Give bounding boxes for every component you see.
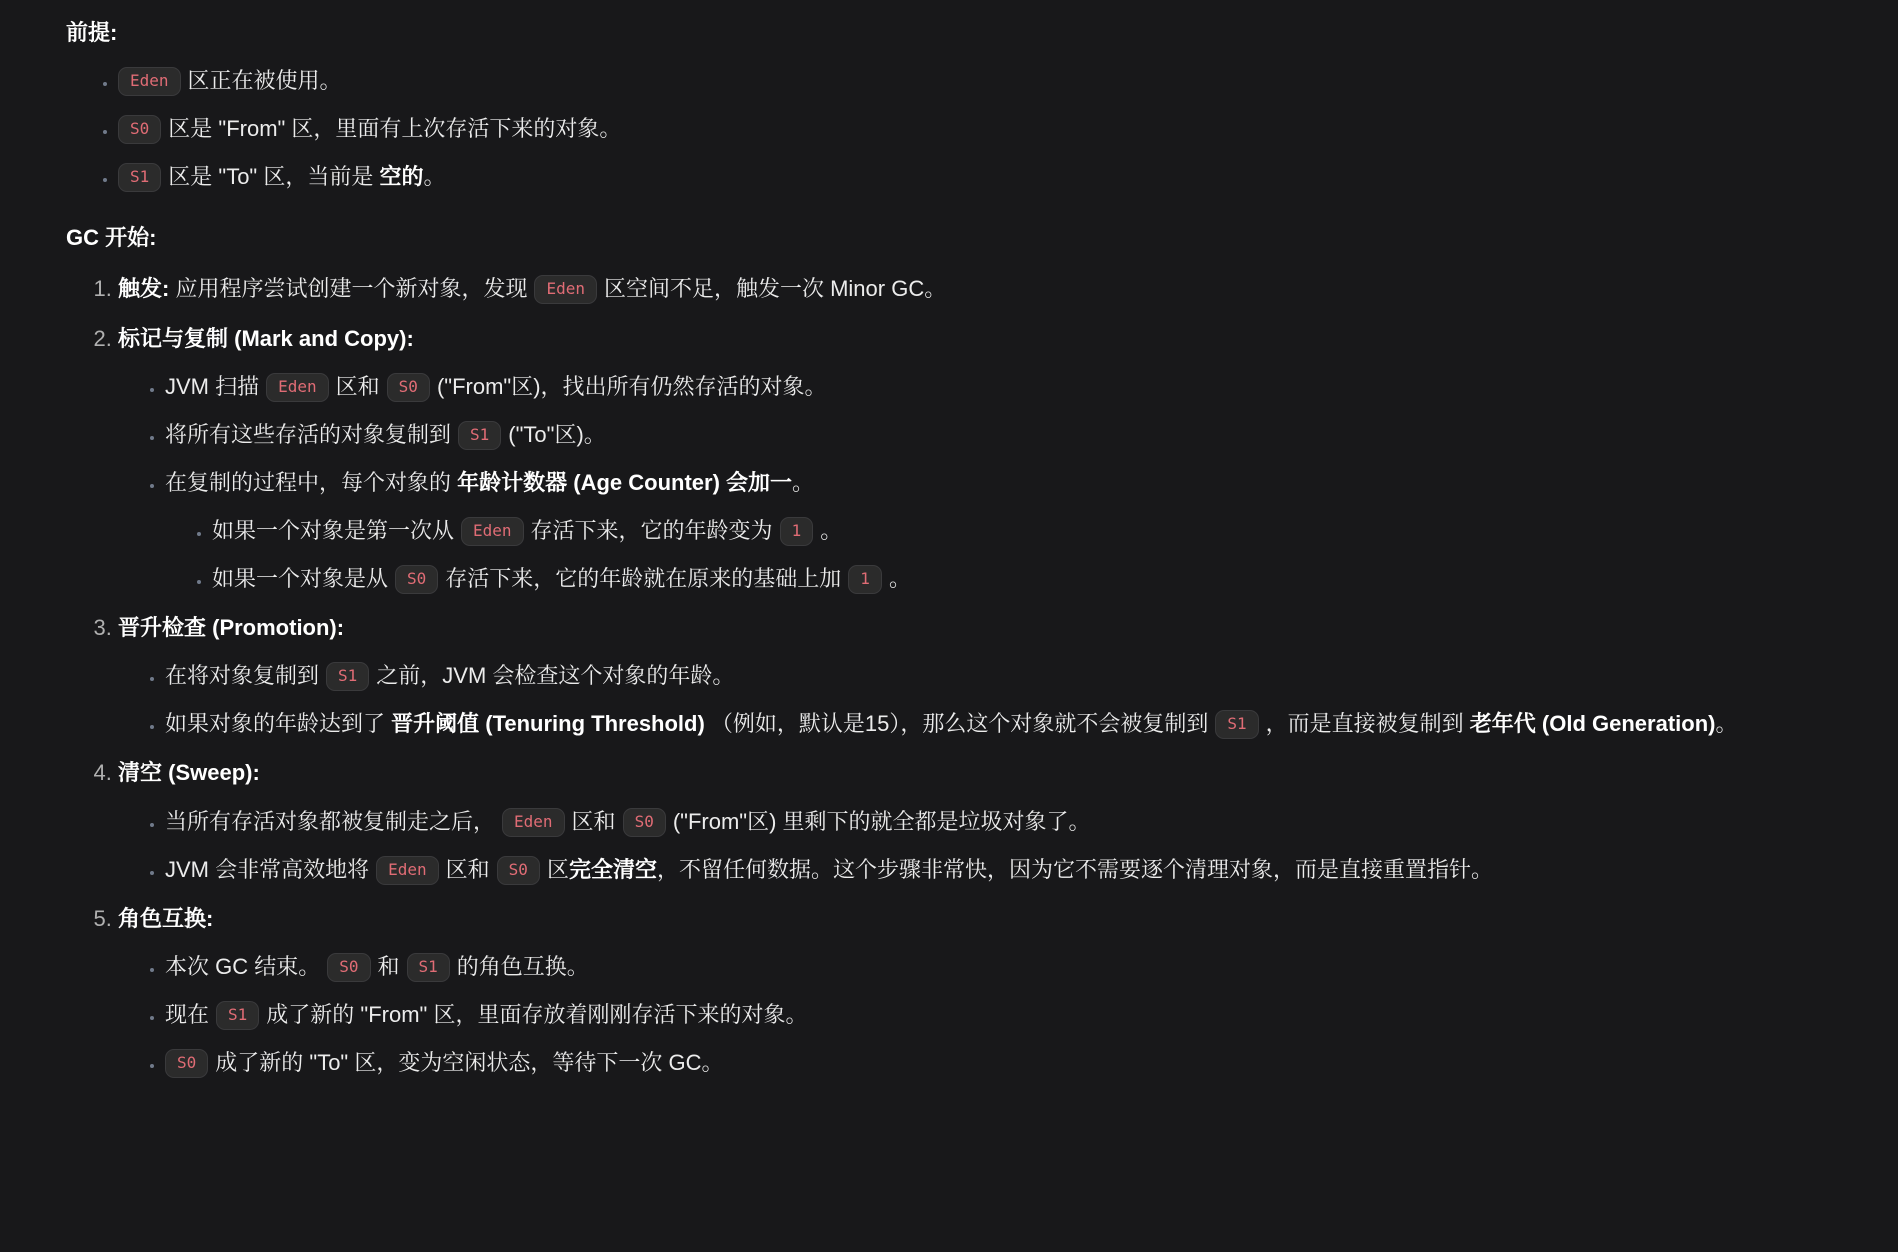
text-run: 区正在被使用。 bbox=[187, 68, 342, 94]
text-run: 。 bbox=[888, 566, 911, 592]
list-item-text bbox=[118, 164, 446, 189]
list-item-text bbox=[212, 566, 911, 591]
list-item-text bbox=[118, 615, 344, 640]
text-run: 在将对象复制到 bbox=[165, 663, 320, 689]
text-run: 区和 bbox=[445, 856, 490, 882]
bold-text: 年龄计数器 (Age Counter) 会加一 bbox=[457, 469, 793, 495]
list-item bbox=[118, 58, 1798, 103]
inline-code-badge: S0 bbox=[623, 808, 666, 837]
inline-code-badge: S0 bbox=[165, 1049, 208, 1078]
inline-code-badge: Eden bbox=[461, 517, 524, 546]
list-item bbox=[165, 460, 1798, 601]
list-item-text bbox=[118, 906, 213, 931]
list-item-text bbox=[165, 1002, 807, 1027]
list-item bbox=[118, 605, 1798, 746]
inline-code-badge: S1 bbox=[1215, 710, 1258, 739]
bullet-list bbox=[118, 944, 1798, 1085]
text-run: 区和 bbox=[571, 808, 616, 834]
inline-code-badge: S0 bbox=[497, 856, 540, 885]
list-item bbox=[165, 847, 1798, 892]
text-run: 。 bbox=[792, 469, 815, 495]
text-run: 存活下来，它的年龄就在原来的基础上加 bbox=[445, 566, 842, 592]
text-run: 如果一个对象是第一次从 bbox=[212, 517, 455, 543]
inline-code-badge: S1 bbox=[216, 1001, 259, 1030]
bold-text: 老年代 (Old Generation) bbox=[1469, 711, 1716, 737]
inline-code-badge: Eden bbox=[118, 67, 181, 96]
text-run: 和 bbox=[377, 953, 400, 979]
text-run: 将所有这些存活的对象复制到 bbox=[165, 421, 452, 447]
text-run: 区是 "To" 区，当前是 bbox=[168, 164, 380, 190]
inline-code-badge: Eden bbox=[534, 275, 597, 304]
bold-text: 晋升检查 (Promotion): bbox=[118, 615, 345, 641]
inline-code-badge: S1 bbox=[118, 163, 161, 192]
bold-text: 标记与复制 (Mark and Copy): bbox=[118, 325, 414, 351]
list-item bbox=[118, 106, 1798, 151]
numbered-list bbox=[66, 266, 1798, 1085]
list-item bbox=[165, 799, 1798, 844]
inline-code-badge: S0 bbox=[395, 565, 438, 594]
inline-code-badge: 1 bbox=[848, 565, 882, 594]
text-run: 成了新的 "To" 区，变为空闲状态，等待下一次 GC。 bbox=[215, 1049, 724, 1075]
text-run: 的角色互换。 bbox=[456, 953, 589, 979]
list-item bbox=[118, 154, 1798, 199]
list-item-text bbox=[118, 326, 414, 351]
text-run: 本次 GC 结束。 bbox=[165, 953, 321, 979]
text-run: 区空间不足，触发一次 Minor GC。 bbox=[603, 276, 947, 302]
list-item bbox=[118, 750, 1798, 891]
inline-code-badge: S1 bbox=[326, 662, 369, 691]
inline-code-badge: S0 bbox=[118, 115, 161, 144]
section-heading bbox=[66, 10, 1798, 55]
text-run: 。 bbox=[1715, 711, 1738, 737]
list-item bbox=[165, 1040, 1798, 1085]
inline-code-badge: S0 bbox=[327, 953, 370, 982]
bold-text: 空的 bbox=[379, 164, 424, 190]
list-item-text bbox=[118, 276, 946, 301]
bold-text: 角色互换: bbox=[118, 905, 214, 931]
inline-code-badge: Eden bbox=[376, 856, 439, 885]
text-run: 区 bbox=[546, 856, 569, 882]
bullet-list bbox=[66, 58, 1798, 199]
list-item-text bbox=[165, 809, 1091, 834]
text-run: JVM 扫描 bbox=[165, 373, 260, 399]
inline-code-badge: S1 bbox=[407, 953, 450, 982]
list-item-text bbox=[165, 470, 814, 495]
bullet-list bbox=[165, 508, 1798, 601]
list-item bbox=[165, 653, 1798, 698]
bold-text: 完全清空 bbox=[568, 856, 657, 882]
text-run: ，而是直接被复制到 bbox=[1265, 711, 1470, 737]
list-item bbox=[165, 364, 1798, 409]
list-item-text bbox=[118, 116, 621, 141]
text-run: ("To"区)。 bbox=[508, 421, 606, 447]
text-run: 应用程序尝试创建一个新对象，发现 bbox=[169, 276, 528, 302]
text-run: （例如，默认是15），那么这个对象就不会被复制到 bbox=[704, 711, 1209, 737]
list-item-text bbox=[118, 68, 342, 93]
text-run: 存活下来，它的年龄变为 bbox=[530, 517, 773, 543]
list-item-text bbox=[165, 954, 589, 979]
list-item-text bbox=[118, 760, 260, 785]
bold-text: 清空 (Sweep): bbox=[118, 760, 260, 786]
list-item bbox=[165, 992, 1798, 1037]
bold-text: GC 开始: bbox=[66, 225, 157, 251]
list-item-text bbox=[165, 857, 1493, 882]
list-item bbox=[118, 316, 1798, 602]
bold-text: 触发: bbox=[118, 276, 170, 302]
inline-code-badge: S1 bbox=[458, 421, 501, 450]
inline-code-badge: 1 bbox=[780, 517, 814, 546]
text-run: 之前，JVM 会检查这个对象的年龄。 bbox=[376, 663, 735, 689]
section-heading bbox=[66, 215, 1798, 260]
text-run: ("From"区)，找出所有仍然存活的对象。 bbox=[436, 373, 827, 399]
text-run: 成了新的 "From" 区，里面存放着刚刚存活下来的对象。 bbox=[266, 1001, 808, 1027]
text-run: 。 bbox=[820, 517, 843, 543]
bullet-list bbox=[118, 799, 1798, 892]
bullet-list bbox=[118, 364, 1798, 601]
inline-code-badge: Eden bbox=[266, 373, 329, 402]
list-item bbox=[118, 896, 1798, 1085]
bold-text: 前提: bbox=[66, 20, 118, 45]
text-run: 如果一个对象是从 bbox=[212, 566, 389, 592]
list-item bbox=[118, 266, 1798, 311]
text-run: ("From"区) 里剩下的就全都是垃圾对象了。 bbox=[672, 808, 1091, 834]
inline-code-badge: S0 bbox=[387, 373, 430, 402]
text-run: 当所有存活对象都被复制走之后， bbox=[165, 808, 496, 834]
list-item-text bbox=[165, 711, 1738, 736]
list-item-text bbox=[165, 1050, 723, 1075]
bold-text: 晋升阈值 (Tenuring Threshold) bbox=[391, 711, 705, 737]
list-item-text bbox=[212, 518, 842, 543]
list-item bbox=[165, 701, 1798, 746]
text-run: JVM 会非常高效地将 bbox=[165, 856, 370, 882]
list-item-text bbox=[165, 422, 606, 447]
list-item-text bbox=[165, 374, 827, 399]
text-run: 现在 bbox=[165, 1001, 210, 1027]
text-run: 区是 "From" 区，里面有上次存活下来的对象。 bbox=[168, 116, 622, 142]
text-run: ，不留任何数据。这个步骤非常快，因为它不需要逐个清理对象，而是直接重置指针。 bbox=[656, 856, 1493, 882]
list-item bbox=[165, 944, 1798, 989]
text-run: 如果对象的年龄达到了 bbox=[165, 711, 392, 737]
text-run: 。 bbox=[423, 164, 446, 190]
text-run: 区和 bbox=[335, 373, 380, 399]
list-item bbox=[165, 412, 1798, 457]
inline-code-badge: Eden bbox=[502, 808, 565, 837]
list-item-text bbox=[165, 663, 734, 688]
bullet-list bbox=[118, 653, 1798, 746]
list-item bbox=[212, 556, 1798, 601]
list-item bbox=[212, 508, 1798, 553]
text-run: 在复制的过程中，每个对象的 bbox=[165, 469, 458, 495]
